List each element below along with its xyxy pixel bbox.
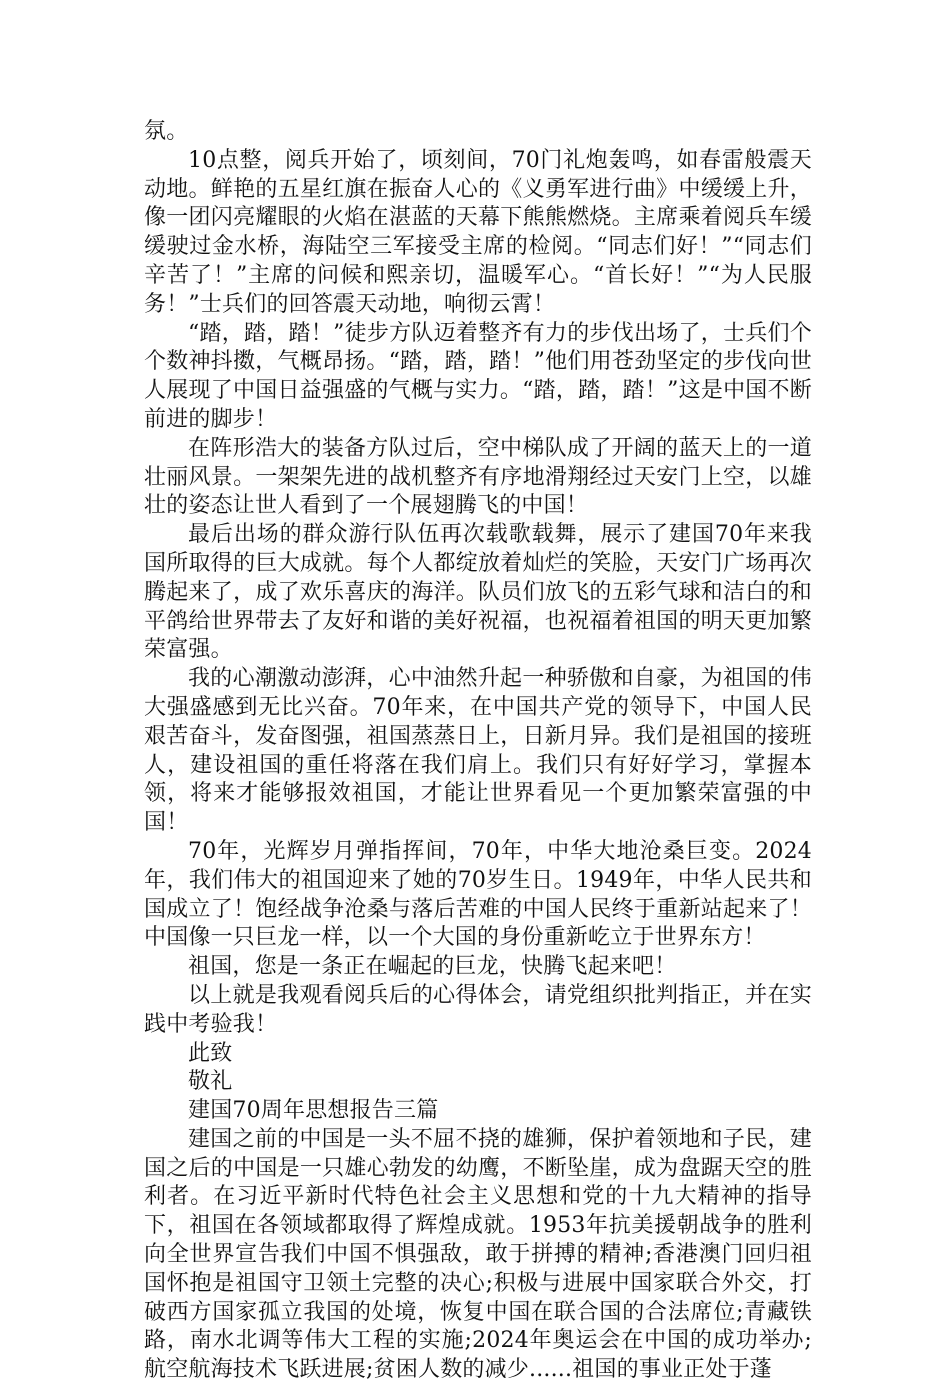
paragraph-feelings: 我的心潮激动澎湃，心中油然升起一种骄傲和自豪，为祖国的伟大强盛感到无比兴奋。70年来，在中国共产党的领导下，中国人民艰苦奋斗，发奋图强，祖国蒸蒸日上，日新月异。我们是祖国的接班人，建设祖国的重任将落在我们肩上。我们只有好好学习，掌握本领，将来才能够报效祖国，才能让世界看见一个更加繁荣富强的中国！ bbox=[144, 666, 812, 836]
paragraph-foot-troops: “踏，踏，踏！”徒步方队迈着整齐有力的步伐出场了，士兵们个个数神抖擞，气概昂扬。“踏，踏，踏！”他们用苍劲坚定的步伐向世人展现了中国日益强盛的气概与实力。“踏，踏，踏！”这是中国不断前进的脚步！ bbox=[144, 320, 812, 432]
document-body bbox=[144, 118, 812, 1385]
paragraph-air-echelon: 在阵形浩大的装备方队过后，空中梯队成了开阔的蓝天上的一道壮丽风景。一架架先进的战机整齐有序地滑翔经过天安门上空，以雄壮的姿态让世人看到了一个展翅腾飞的中国！ bbox=[144, 435, 812, 519]
closing-jingli: 敬礼 bbox=[188, 1069, 233, 1095]
paragraph-continuation: 氛。 bbox=[144, 119, 189, 144]
paragraph-rising-dragon: 祖国，您是一条正在崛起的巨龙，快腾飞起来吧！ bbox=[188, 954, 677, 980]
paragraph-before-after-founding: 建国之前的中国是一头不屈不挠的雄狮，保护着领地和子民，建国之后的中国是一只雄心勃发的幼鹰，不断坠崖，成为盘踞天空的胜利者。在习近平新时代特色社会主义思想和党的十九大精神的指导下，祖国在各领域都取得了辉煌成就。1953年抗美援朝战争的胜利向全世界宣告我们中国不惧强敌，敢于拼搏的精神;香港澳门回归祖国怀抱是祖国守卫领土完整的决心;积极与进展中国家联合外交，打破西方国家孤立我国的处境，恢复中国在联合国的合法席位;青藏铁路，南水北调等伟大工程的实施;2024年奥运会在中国的成功举办;航空航海技术飞跃进展;贫困人数的减少......祖国的事业正处于蓬 bbox=[144, 1126, 812, 1383]
closing-cizhi: 此致 bbox=[188, 1040, 233, 1066]
section-heading: 建国70周年思想报告三篇 bbox=[188, 1098, 439, 1124]
paragraph-parade-start: 10点整，阅兵开始了，顷刻间，70门礼炮轰鸣，如春雷般震天动地。鲜艳的五星红旗在振奋人心的《义勇军进行曲》中缓缓上升，像一团闪亮耀眼的火焰在湛蓝的天幕下熊熊燃烧。主席乘着阅兵车缓缓驶过金水桥，海陆空三军接受主席的检阅。“同志们好！”“同志们辛苦了！”主席的问候和熙亲切，温暖军心。“首长好！”“为人民服务！”士兵们的回答震天动地，响彻云霄！ bbox=[144, 147, 812, 317]
paragraph-conclusion: 以上就是我观看阅兵后的心得体会，请党组织批判指正，并在实践中考验我！ bbox=[144, 982, 812, 1037]
paragraph-mass-parade: 最后出场的群众游行队伍再次载歌载舞，展示了建国70年来我国所取得的巨大成就。每个人都绽放着灿烂的笑脸，天安门广场再次腾起来了，成了欢乐喜庆的海洋。队员们放飞的五彩气球和洁白的和平鸽给世界带去了友好和谐的美好祝福，也祝福着祖国的明天更加繁荣富强。 bbox=[144, 522, 812, 663]
paragraph-seventy-years: 70年，光辉岁月弹指挥间，70年，中华大地沧桑巨变。2024年，我们伟大的祖国迎来了她的70岁生日。1949年，中华人民共和国成立了！饱经战争沧桑与落后苦难的中国人民终于重新站起来了！中国像一只巨龙一样，以一个大国的身份重新屹立于世界东方！ bbox=[144, 838, 812, 951]
